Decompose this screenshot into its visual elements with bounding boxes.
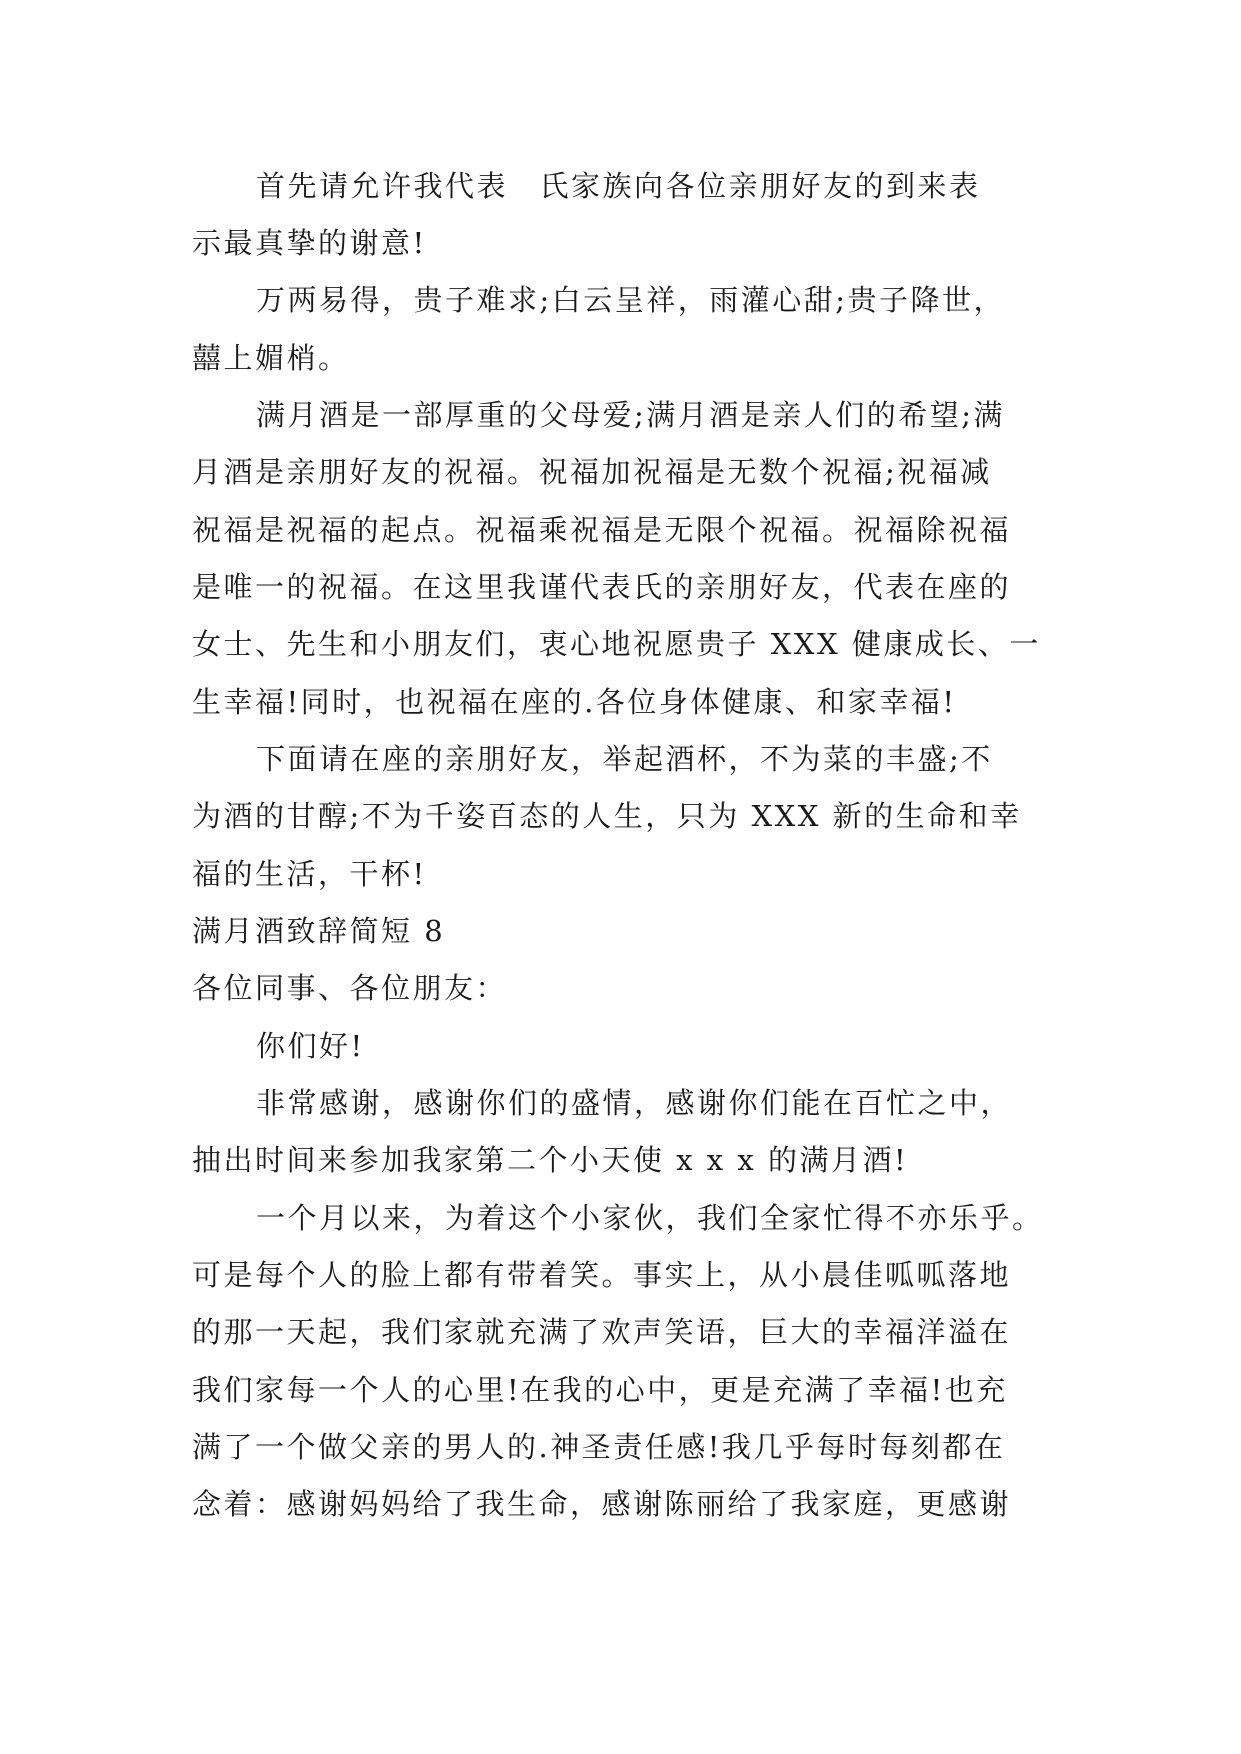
text-line: 万两易得，贵子难求;白云呈祥，雨灌心甜;贵子降世， [256, 283, 1006, 317]
text-line: 囍上媚梢。 [192, 341, 350, 375]
text-line: 为酒的甘醇;不为千姿百态的人生，只为 XXX 新的生命和幸 [192, 799, 1022, 833]
text-line: 满月酒是一部厚重的父母爱;满月酒是亲人们的希望;满 [256, 398, 1006, 432]
text-line: 生幸福!同时，也祝福在座的.各位身体健康、和家幸福! [192, 685, 957, 719]
text-line: 祝福是祝福的起点。祝福乘祝福是无限个祝福。祝福除祝福 [192, 513, 1012, 547]
text-line: 念着：感谢妈妈给了我生命，感谢陈丽给了我家庭，更感谢 [192, 1487, 1012, 1521]
text-line: 抽出时间来参加我家第二个小天使 x x x 的满月酒! [192, 1143, 909, 1177]
text-line: 示最真挚的谢意! [192, 226, 427, 260]
text-line: 女士、先生和小朋友们，衷心地祝愿贵子 XXX 健康成长、一 [192, 627, 1041, 661]
text-line: 各位同事、各位朋友： [192, 971, 508, 1005]
text-line: 下面请在座的亲朋好友，举起酒杯，不为菜的丰盛;不 [256, 742, 993, 776]
text-line: 福的生活，干杯! [192, 857, 427, 891]
text-line: 月酒是亲朋好友的祝福。祝福加祝福是无数个祝福;祝福减 [192, 455, 992, 489]
text-line: 非常感谢，感谢你们的盛情，感谢你们能在百忙之中， [256, 1086, 1013, 1120]
text-line: 首先请允许我代表 氏家族向各位亲朋好友的到来表 [256, 169, 981, 203]
section-heading: 满月酒致辞简短 8 [192, 914, 446, 948]
text-line: 是唯一的祝福。在这里我谨代表氏的亲朋好友，代表在座的 [192, 570, 1012, 604]
text-line: 满了一个做父亲的男人的.神圣责任感!我几乎每时每刻都在 [192, 1430, 1006, 1464]
text-line: 你们好! [256, 1029, 365, 1063]
text-line: 的那一天起，我们家就充满了欢声笑语，巨大的幸福洋溢在 [192, 1315, 1012, 1349]
text-line: 可是每个人的脸上都有带着笑。事实上，从小晨佳呱呱落地 [192, 1258, 1012, 1292]
text-line: 我们家每一个人的心里!在我的心中，更是充满了幸福!也充 [192, 1373, 1008, 1407]
text-line: 一个月以来，为着这个小家伙，我们全家忙得不亦乐乎。 [256, 1201, 1044, 1235]
